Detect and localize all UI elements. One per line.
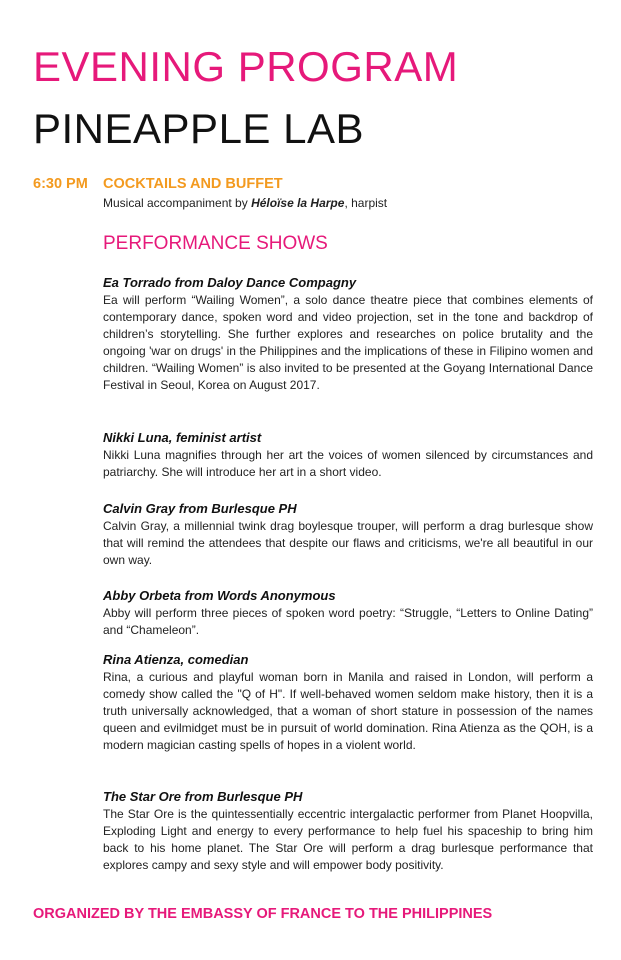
show-name: Ea Torrado from Daloy Dance Compagny [103,275,357,290]
venue-title: PINEAPPLE LAB [33,105,364,152]
show-name: Calvin Gray from Burlesque PH [103,501,297,516]
cocktails-note-prefix: Musical accompaniment by [103,196,252,210]
performance-shows-heading: PERFORMANCE SHOWS [103,233,328,254]
show-star-ore [103,788,593,874]
show-name: Nikki Luna, feminist artist [103,430,262,445]
show-ea-torrado [103,274,593,394]
show-description: Ea will perform “Wailing Women”, a solo dance theatre piece that combines elements of contemporary dance, spoken word and video projection, set in the tone and backdrop of children’s storytelling. She further explores and researches on police brutality and the ongoing 'war on drugs' in the Philippines and the implications of these in Filipino women and children. “Wailing Women” is also invited to be presented at the Goyang International Dance Festival in Seoul, Korea on August 2017. [103,293,593,392]
show-description: Calvin Gray, a millennial twink drag boylesque trouper, will perform a drag burlesque show that will remind the attendees that despite our flaws and criticisms, we're all beautiful in our own way. [103,519,593,567]
cocktails-note-artist: Héloïse la Harpe [251,196,345,210]
show-description: Nikki Luna magnifies through her art the voices of women silenced by circumstances and patriarchy. She will introduce her art in a short video. [103,448,593,479]
cocktails-title: COCKTAILS AND BUFFET [103,176,283,192]
show-name: Abby Orbeta from Words Anonymous [103,588,336,603]
program-title: EVENING PROGRAM [33,43,459,90]
show-calvin-gray [103,500,593,569]
cocktails-time: 6:30 PM [33,176,88,192]
show-abby-orbeta [103,587,593,639]
show-name: The Star Ore from Burlesque PH [103,789,303,804]
cocktails-note [103,195,387,211]
show-description: Rina, a curious and playful woman born in Manila and raised in London, will perform a comedy show called the "Q of H". If well-behaved women seldom make history, then it is a truth universally acknowledged, that a woman of short stature in possession of the names queen and evilmidget must be in pursuit of world domination. Rina Atienza as the QOH, is a modern magician casting spells of hopes in a violent world. [103,670,593,752]
show-nikki-luna [103,429,593,481]
show-description: Abby will perform three pieces of spoken word poetry: “Struggle, “Letters to Online Dating” and “Chameleon”. [103,606,593,637]
show-rina-atienza [103,651,593,754]
show-name: Rina Atienza, comedian [103,652,249,667]
cocktails-note-suffix: , harpist [344,196,388,210]
organizer-footer: ORGANIZED BY THE EMBASSY OF FRANCE TO THE PHILIPPINES [33,906,493,922]
show-description: The Star Ore is the quintessentially eccentric intergalactic performer from Planet Hoopvilla, Exploding Light and energy to every performance to help fuel his spaceship to bring him back to his home planet. The Star Ore will perform a drag burlesque performance that explores campy and sexy style and will empower body positivity. [103,807,593,872]
